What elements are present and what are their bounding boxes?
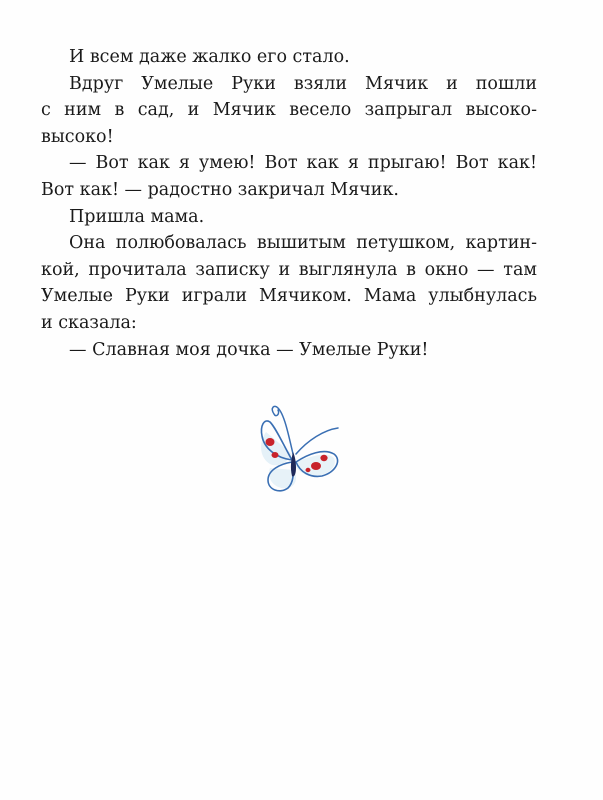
- text-line: Умелые Руки играли Мячиком. Мама улыбнулась: [41, 286, 537, 307]
- paragraph: [69, 204, 537, 231]
- text-line: кой, прочитала записку и выглянула в окно — там: [41, 259, 537, 280]
- text-line: Она полюбовалась вышитым петушком, картин-: [69, 233, 537, 254]
- story-text: [41, 44, 537, 363]
- paragraph: [41, 150, 537, 203]
- text-line: и сказала:: [41, 312, 137, 333]
- text-line: Вот как! — радостно закричал Мячик.: [41, 179, 399, 200]
- paragraph: [41, 230, 537, 336]
- text-line: Вдруг Умелые Руки взяли Мячик и пошли: [69, 73, 537, 94]
- text-line: с ним в сад, и Мячик весело запрыгал высоко-: [41, 100, 537, 121]
- butterfly-icon: [248, 392, 358, 502]
- paragraph: [69, 337, 537, 364]
- paragraph: [41, 71, 537, 151]
- text-line: — Славная моя дочка — Умелые Руки!: [69, 339, 429, 360]
- text-line: Пришла мама.: [69, 206, 205, 227]
- text-line: высоко!: [41, 126, 114, 147]
- text-line: И всем даже жалко его стало.: [69, 47, 350, 67]
- paragraph: [69, 44, 537, 71]
- text-line: — Вот как я умею! Вот как я прыгаю! Вот как!: [69, 153, 537, 174]
